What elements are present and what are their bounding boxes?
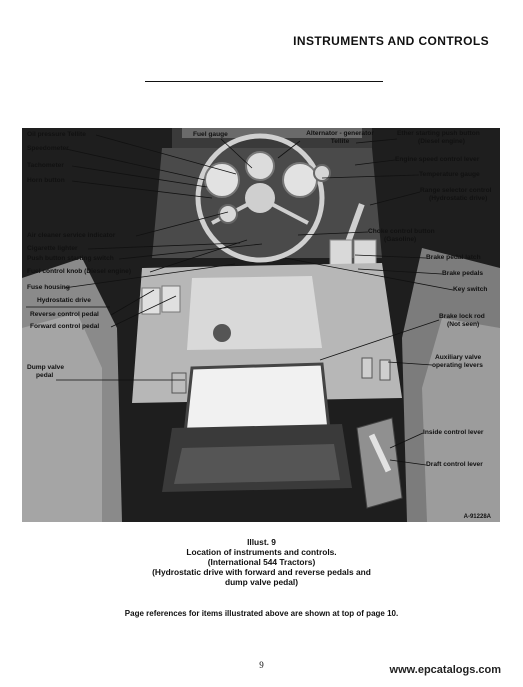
label-choke-gasoline: (Gasoline): [384, 236, 417, 243]
label-temperature-gauge: Temperature gauge: [419, 171, 480, 178]
label-choke-control: Choke control button: [368, 228, 435, 235]
caption-title: Location of instruments and controls.: [186, 547, 337, 557]
label-fuel-gauge: Fuel gauge: [193, 131, 228, 138]
label-forward-control-pedal: Forward control pedal: [30, 323, 100, 330]
label-tachometer: Tachometer: [27, 162, 64, 169]
label-draft-control-lever: Draft control lever: [426, 461, 483, 468]
label-engine-speed-lever: Engine speed control lever: [395, 156, 480, 163]
watermark: www.epcatalogs.com: [389, 664, 501, 676]
label-oil-pressure-tellite: Oil pressure Tellite: [27, 131, 86, 138]
page-header-title: INSTRUMENTS AND CONTROLS: [293, 34, 489, 48]
label-auxiliary-valve: Auxiliary valve: [435, 354, 482, 361]
label-brake-lock-rod: Brake lock rod: [439, 313, 485, 320]
caption-note-line1: (Hydrostatic drive with forward and reverse pedals and: [152, 567, 371, 577]
label-range-selector-hydrostatic: (Hydrostatic drive): [429, 195, 488, 202]
caption-note-line2: dump valve pedal): [224, 577, 299, 587]
label-auxiliary-valve-levers: operating levers: [432, 362, 483, 369]
label-brake-pedals: Brake pedals: [442, 270, 484, 277]
label-brake-lock-not-seen: (Not seen): [447, 321, 480, 328]
label-horn-button: Horn button: [27, 177, 65, 184]
label-alternator-tellite: Tellite: [330, 138, 350, 145]
label-range-selector: Range selector control: [420, 187, 492, 194]
label-reverse-control-pedal: Reverse control pedal: [30, 311, 99, 318]
page-number: 9: [259, 660, 264, 670]
header-rule: [145, 81, 383, 82]
label-dump-valve: Dump valve: [27, 364, 65, 371]
caption-model: (International 544 Tractors): [207, 557, 316, 567]
label-ether-starting-button: Ether starting push button: [397, 130, 480, 137]
photo-code: A-91228A: [463, 514, 491, 520]
label-alternator-generator: Alternator - generator: [306, 130, 374, 137]
page-reference-note: Page references for items illustrated above are shown at top of page 10.: [124, 609, 399, 618]
label-ether-diesel: (Diesel engine): [418, 138, 465, 145]
label-push-button-starting-switch: Push button starting switch: [27, 255, 114, 262]
label-cigarette-lighter: Cigarette lighter: [27, 245, 78, 252]
label-hydrostatic-drive: Hydrostatic drive: [37, 297, 91, 304]
caption-illust-number: Illust. 9: [247, 537, 276, 547]
label-air-cleaner-indicator: Air cleaner service indicator: [27, 232, 116, 239]
label-fuse-housing: Fuse housing: [27, 284, 70, 291]
label-dump-valve-pedal: pedal: [36, 372, 54, 379]
label-fuel-control-knob: Fuel control knob (Diesel engine): [27, 268, 132, 275]
label-key-switch: Key switch: [453, 286, 488, 293]
label-speedometer: Speedometer: [27, 145, 69, 152]
label-brake-pedal-latch: Brake pedal latch: [426, 254, 481, 261]
label-inside-control-lever: Inside control lever: [423, 429, 484, 436]
